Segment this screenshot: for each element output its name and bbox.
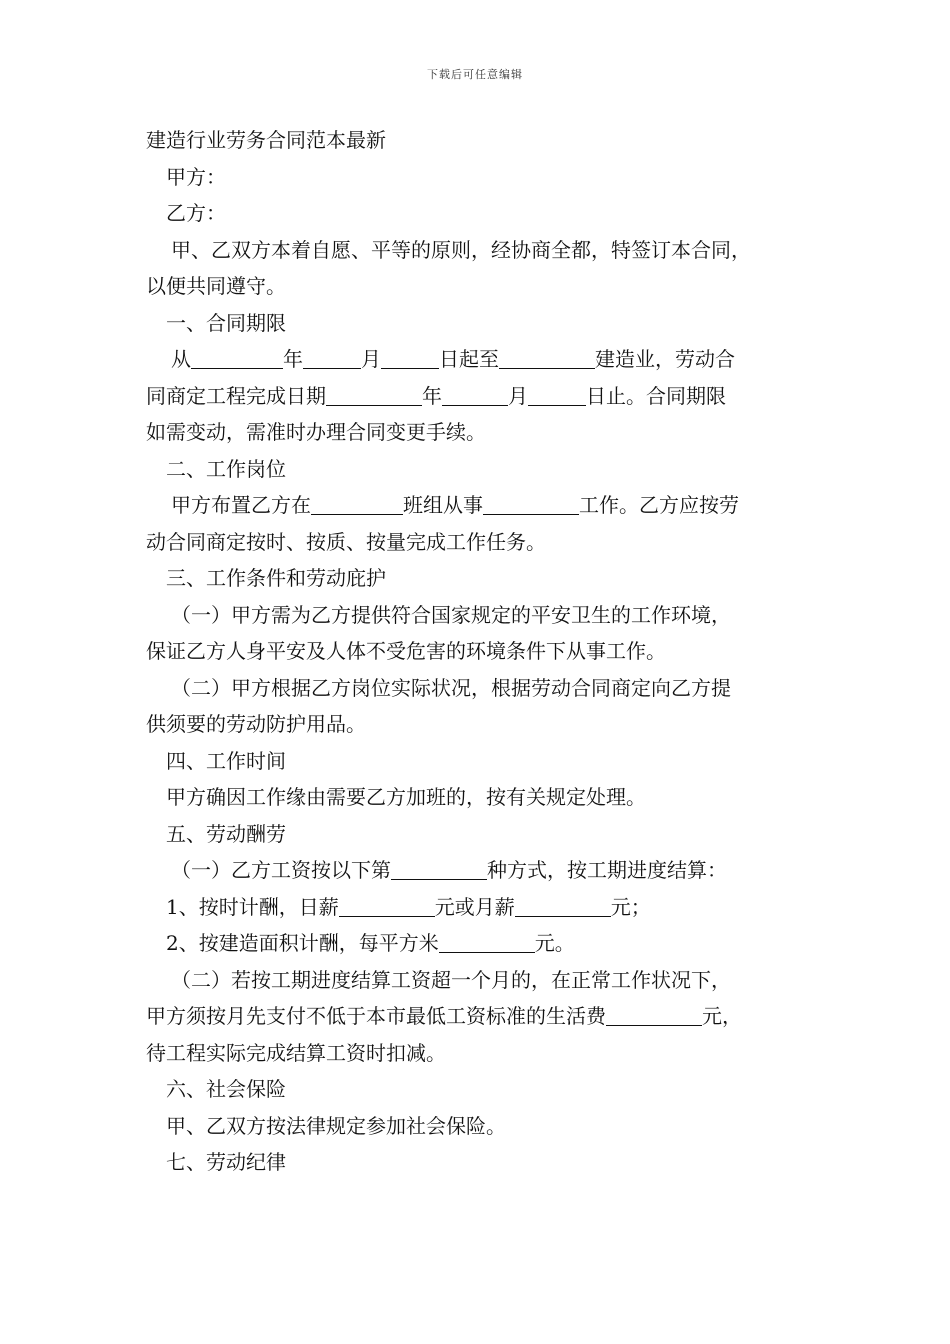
pay-para-2-line-2 <box>146 998 818 1035</box>
fill-blank <box>528 383 586 406</box>
party-a-line: 甲方： <box>166 164 226 189</box>
intro-line-1: 甲、乙双方本着自愿、平等的原则，经协商全都，特签订本合同， <box>171 237 751 262</box>
text-fragment: 种方式，按工期进度结算： <box>487 858 727 882</box>
conditions-para-2-line-1: （二）甲方根据乙方岗位实际状况，根据劳动合同商定向乙方提 <box>171 675 731 700</box>
pay-para-2-line-3: 待工程实际完成结算工资时扣减。 <box>146 1040 446 1065</box>
section-6-heading: 六、社会保险 <box>166 1077 286 1101</box>
text-fragment: 元。 <box>534 931 575 955</box>
fill-blank <box>191 346 283 369</box>
fill-blank <box>442 383 508 406</box>
text-fragment: 2、按建造面积计酬，每平方米 <box>166 931 439 955</box>
pay-item-2 <box>146 925 818 962</box>
text-fragment: 元； <box>610 894 651 919</box>
pay-item-1 <box>146 889 818 926</box>
text-fragment: 元或月薪 <box>434 894 515 919</box>
section-5-heading: 五、劳动酬劳 <box>166 821 286 846</box>
term-line-1 <box>146 341 818 378</box>
insurance-line: 甲、乙双方按法律规定参加社会保险。 <box>166 1113 506 1138</box>
position-line-2: 动合同商定按时、按质、按量完成工作任务。 <box>146 529 546 554</box>
text-fragment: 年 <box>283 347 303 371</box>
text-fragment: 从 <box>171 347 191 371</box>
working-hours-line: 甲方确因工作缘由需要乙方加班的，按有关规定处理。 <box>166 785 646 809</box>
text-fragment: 年 <box>422 383 442 408</box>
text-fragment: 月 <box>361 347 381 371</box>
text-fragment: 日起至 <box>439 347 499 371</box>
section-3-heading: 三、工作条件和劳动庇护 <box>166 566 386 590</box>
party-b-line: 乙方： <box>166 201 226 225</box>
pay-para-2-line-1: （二）若按工期进度结算工资超一个月的，在正常工作状况下， <box>171 967 731 992</box>
intro-line-2: 以便共同遵守。 <box>146 274 286 298</box>
fill-blank <box>311 492 403 515</box>
page-header: 下载后可任意编辑 <box>427 68 523 81</box>
fill-blank <box>391 857 487 880</box>
text-fragment: 班组从事 <box>403 493 483 517</box>
text-fragment: 1、按时计酬，日薪 <box>166 894 339 919</box>
fill-blank <box>515 894 611 917</box>
contract-body <box>146 122 818 1181</box>
document-title: 建造行业劳务合同范本最新 <box>146 128 386 152</box>
fill-blank <box>439 930 535 953</box>
fill-blank <box>381 346 439 369</box>
text-fragment: 工作。乙方应按劳 <box>579 493 739 517</box>
text-fragment: 元， <box>702 1004 742 1028</box>
text-fragment: 甲方须按月先支付不低于本市最低工资标准的生活费 <box>146 1004 606 1028</box>
text-fragment: 建造业，劳动合 <box>595 347 735 371</box>
fill-blank <box>499 346 595 369</box>
text-fragment: 同商定工程完成日期 <box>146 383 326 408</box>
position-line-1 <box>146 487 818 524</box>
fill-blank <box>303 346 361 369</box>
section-2-heading: 二、工作岗位 <box>166 456 286 481</box>
pay-para-1 <box>146 852 818 889</box>
text-fragment: 甲方布置乙方在 <box>171 493 311 517</box>
section-1-heading: 一、合同期限 <box>166 310 286 335</box>
term-line-3: 如需变动，需准时办理合同变更手续。 <box>146 420 486 444</box>
fill-blank <box>606 1003 702 1026</box>
fill-blank <box>326 383 422 406</box>
term-line-2 <box>146 378 818 415</box>
text-fragment: 月 <box>508 383 528 408</box>
section-7-heading: 七、劳动纪律 <box>166 1150 286 1174</box>
conditions-para-1-line-2: 保证乙方人身平安及人体不受危害的环境条件下从事工作。 <box>146 639 666 663</box>
text-fragment: （一）乙方工资按以下第 <box>171 858 391 882</box>
conditions-para-2-line-2: 供须要的劳动防护用品。 <box>146 712 366 736</box>
section-4-heading: 四、工作时间 <box>166 748 286 773</box>
fill-blank <box>339 894 435 917</box>
fill-blank <box>483 492 579 515</box>
text-fragment: 日止。合同期限 <box>586 383 726 408</box>
conditions-para-1-line-1: （一）甲方需为乙方提供符合国家规定的平安卫生的工作环境， <box>171 602 731 627</box>
